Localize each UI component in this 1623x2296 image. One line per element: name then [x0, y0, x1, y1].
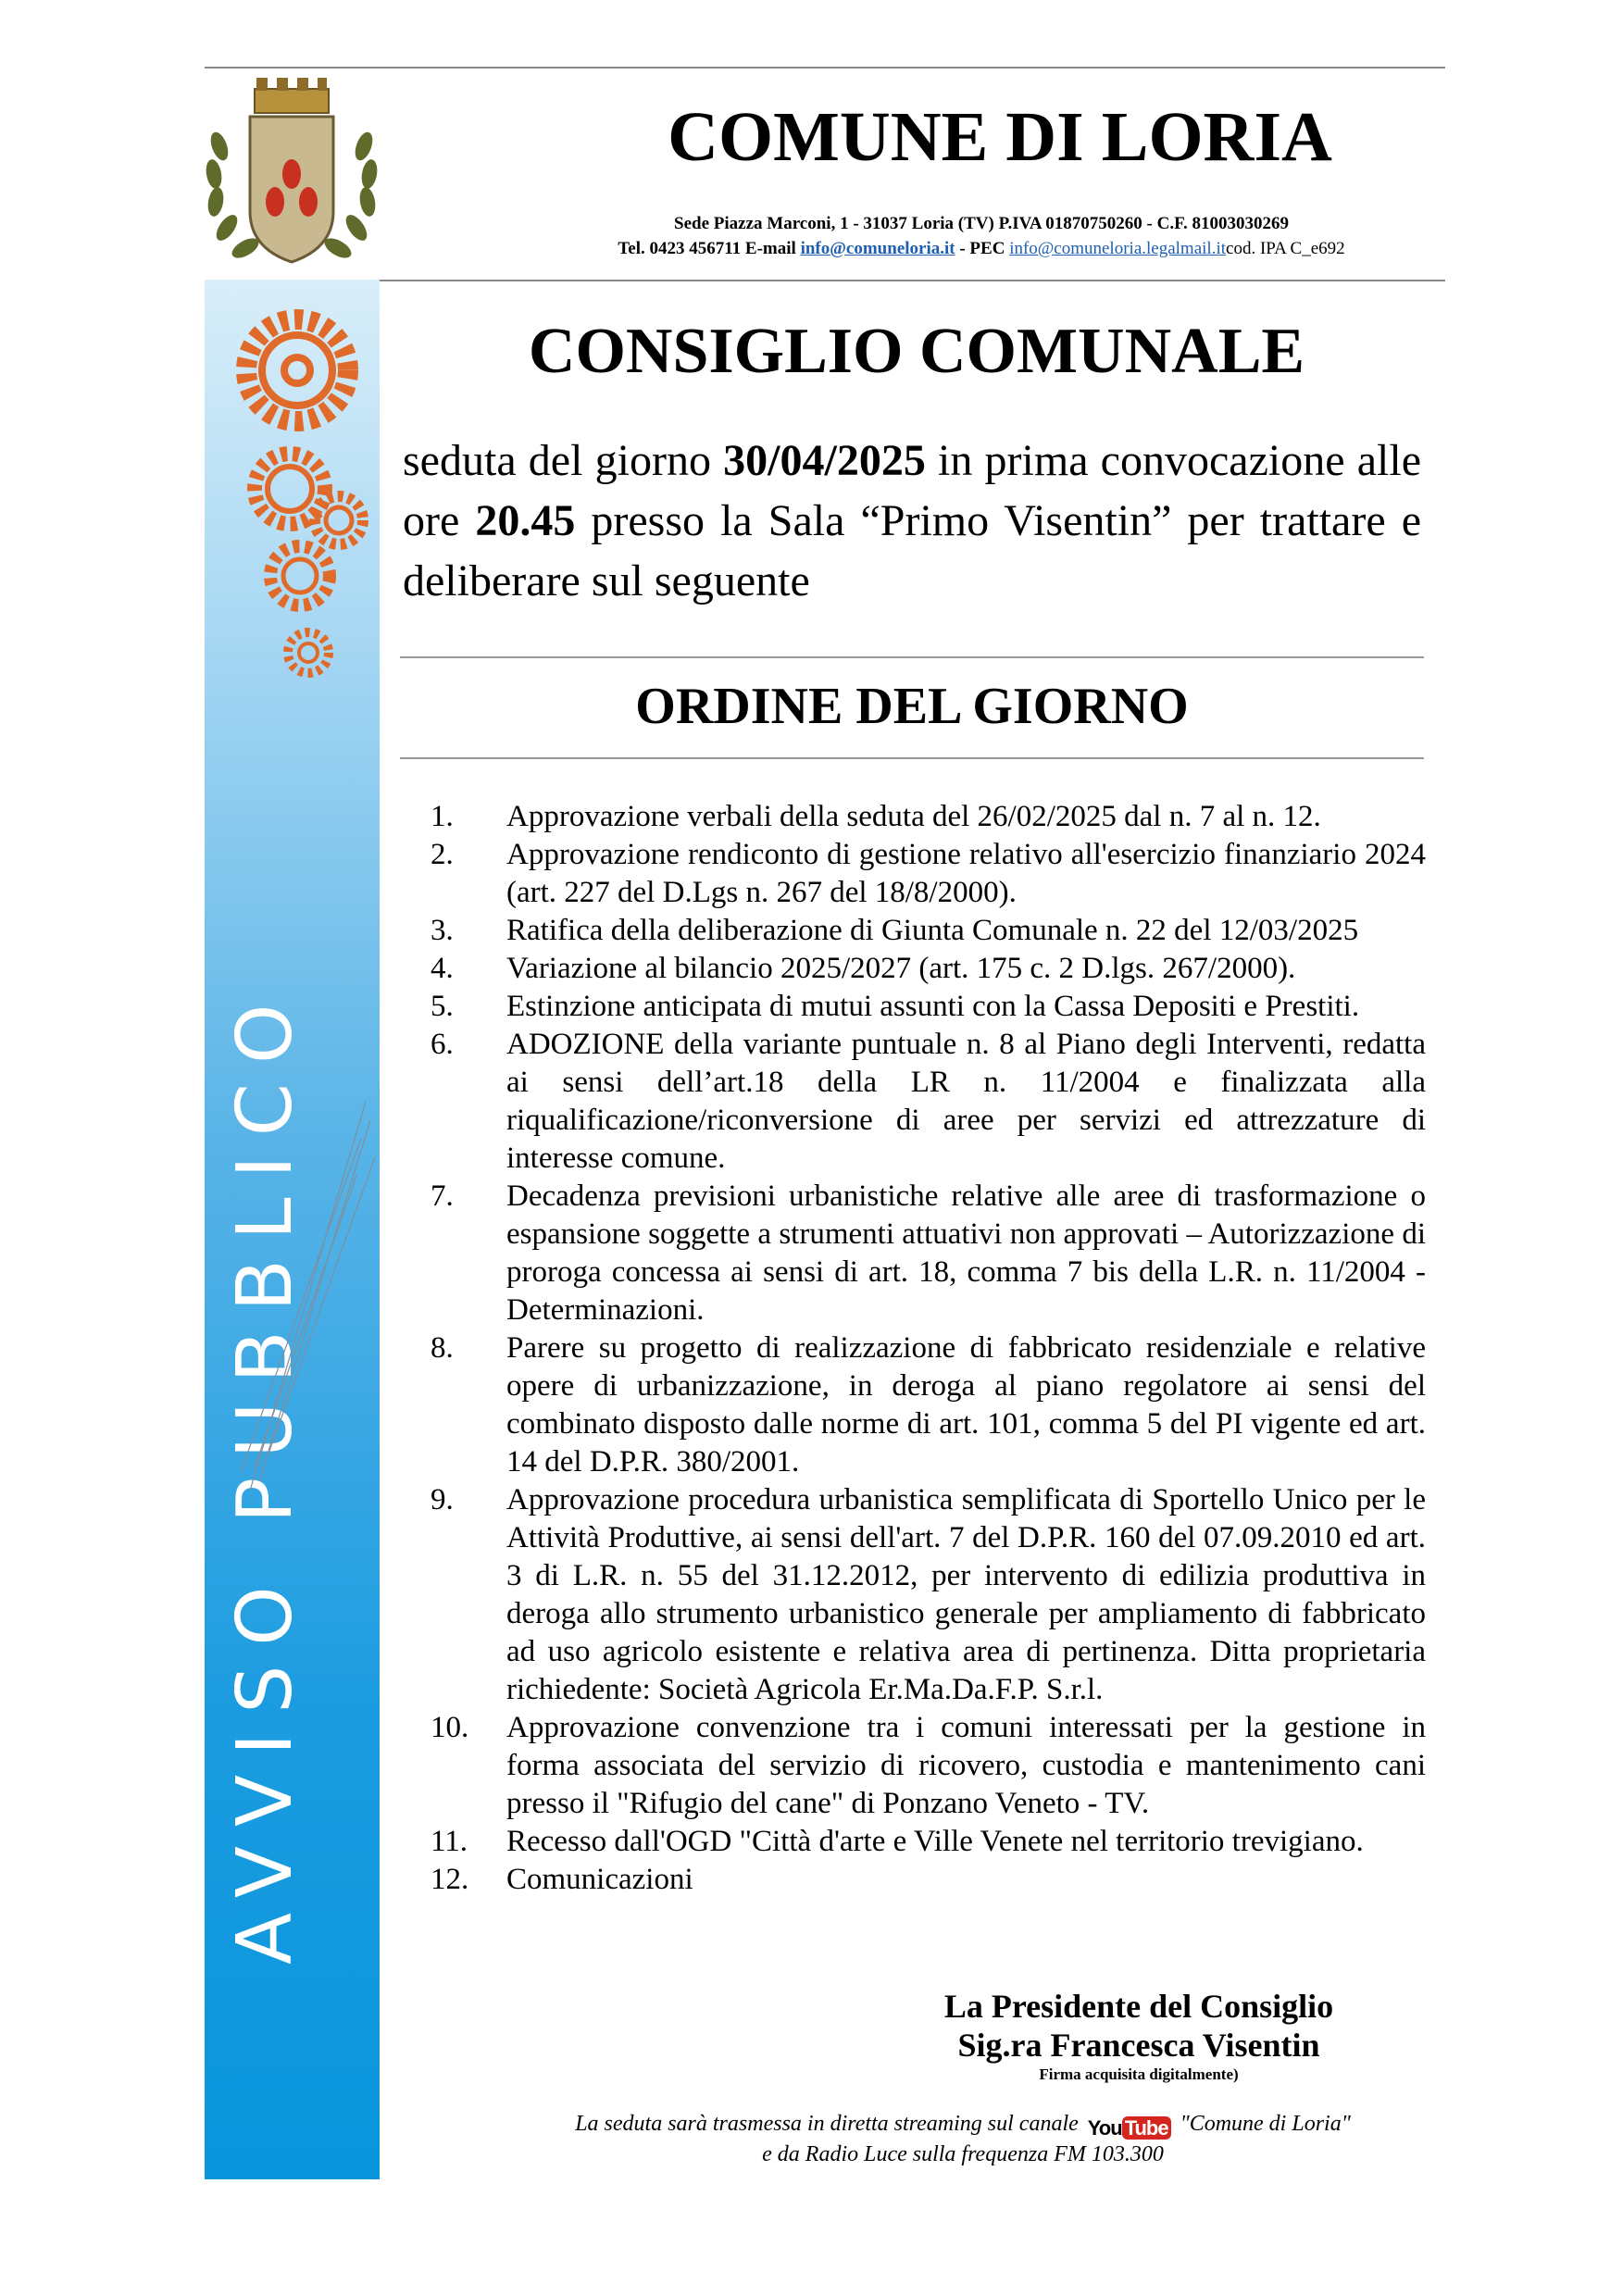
agenda-item-text: Approvazione convenzione tra i comuni interessati per la gestione in forma associata del servizio di ricovero, custodia e mantenimento cani presso il "Rifugio del cane" di Ponzano Veneto - TV. — [506, 1711, 1426, 1820]
agenda-item — [431, 950, 1426, 988]
agenda-item-number: 6. — [431, 1028, 454, 1061]
agenda-item — [431, 1823, 1426, 1861]
agenda-item-text: Recesso dall'OGD "Città d'arte e Ville Venete nel territorio trevigiano. — [506, 1825, 1364, 1858]
agenda-item-text: Approvazione verbali della seduta del 26/02/2025 dal n. 7 al n. 12. — [506, 800, 1321, 833]
agenda-bottom-rule — [400, 757, 1424, 759]
streaming-text: La seduta sarà trasmessa in diretta streaming sul canale — [575, 2112, 1079, 2136]
municipality-contact-info — [546, 211, 1417, 261]
signature-block — [935, 1987, 1342, 2085]
agenda-item — [431, 836, 1426, 912]
agenda-item-number: 3. — [431, 914, 454, 947]
top-rule — [205, 67, 1445, 69]
agenda-title: ORDINE DEL GIORNO — [635, 678, 1189, 735]
agenda-item-text: Parere su progetto di realizzazione di fabbricato residenziale e relative opere di urbanizzazione, in deroga al piano regolatore ai sensi del combinato disposto dalle norme di art. 101, comma 5 del PI vigente ed art. 14 del D.P.R. 380/2001. — [506, 1331, 1426, 1479]
agenda-item — [431, 988, 1426, 1026]
agenda-item — [431, 1709, 1426, 1823]
meeting-time: 20.45 — [475, 496, 576, 545]
agenda-item-number: 12. — [431, 1863, 469, 1896]
intro-text-2: in prima convocazione alle ore — [403, 436, 1422, 545]
address-line: Sede Piazza Marconi, 1 - 31037 Loria (TV) P.IVA 01870750260 - C.F. 81003030269 — [674, 214, 1289, 233]
agenda-item-number: 8. — [431, 1331, 454, 1365]
signature-note: Firma acquisita digitalmente) — [1039, 2065, 1239, 2083]
agenda-item — [431, 1861, 1426, 1899]
intro-text-1: seduta del giorno — [403, 436, 711, 485]
agenda-item-number: 9. — [431, 1483, 454, 1516]
agenda-item — [431, 1026, 1426, 1178]
agenda-item-text: Ratifica della deliberazione di Giunta Comunale n. 22 del 12/03/2025 — [506, 914, 1359, 947]
agenda-item-number: 4. — [431, 952, 454, 985]
header-rule — [205, 280, 1445, 281]
channel-name: "Comune di Loria" — [1180, 2112, 1351, 2136]
contact-line — [546, 236, 1417, 261]
signature-name: Sig.ra Francesca Visentin — [957, 2027, 1320, 2064]
streaming-notice — [518, 2111, 1407, 2167]
agenda-item-text: ADOZIONE della variante puntuale n. 8 al Piano degli Interventi, redatta ai sensi dell’art.18 della LR n. 11/2004 e finalizzata alla riqualificazione/riconversione di aree per servizi ed attrezzature di interesse comune. — [506, 1028, 1426, 1175]
youtube-logo-icon: You Tube — [1088, 2115, 1171, 2141]
agenda-item — [431, 1481, 1426, 1709]
agenda-item-number: 10. — [431, 1711, 469, 1744]
gears-icon — [205, 278, 390, 704]
meeting-intro — [403, 430, 1421, 611]
agenda-item — [431, 912, 1426, 950]
municipal-crest-icon — [199, 72, 384, 278]
agenda-item-text: Approvazione rendiconto di gestione relativo all'esercizio finanziario 2024 (art. 227 del D.Lgs n. 267 del 18/8/2000). — [506, 838, 1426, 909]
decorative-lines-icon — [231, 1102, 380, 1491]
agenda-item-number: 1. — [431, 800, 454, 833]
agenda-item-text: Estinzione anticipata di mutui assunti con la Cassa Depositi e Prestiti. — [506, 990, 1360, 1023]
sidebar-vertical-text: AVVISO PUBBLICO — [221, 984, 309, 1965]
tel-label: Tel. 0423 456711 E-mail — [618, 239, 796, 258]
agenda-item-number: 2. — [431, 838, 454, 871]
agenda-item — [431, 1178, 1426, 1329]
agenda-item-text: Decadenza previsioni urbanistiche relative alle aree di trasformazione o espansione soggette a strumenti attuativi non approvati – Autorizzazione di proroga concessa ai sensi di art. 18, comma 7 bis della L.R. n. 11/2004 - Determinazioni. — [506, 1179, 1426, 1327]
agenda-item-number: 7. — [431, 1179, 454, 1213]
pec-link[interactable]: info@comuneloria.legalmail.it — [1009, 239, 1227, 258]
streaming-line-1 — [518, 2111, 1407, 2141]
meeting-date: 30/04/2025 — [723, 436, 926, 485]
council-title: CONSIGLIO COMUNALE — [528, 316, 1305, 387]
intro-text-3: presso la Sala “Primo Visentin” per trattare e deliberare sul seguente — [403, 496, 1421, 605]
signature-role: La Presidente del Consiglio — [943, 1988, 1334, 2025]
agenda-item — [431, 798, 1426, 836]
ipa-code: cod. IPA C_e692 — [1226, 239, 1345, 258]
agenda-item — [431, 1329, 1426, 1481]
streaming-line-2: e da Radio Luce sulla frequenza FM 103.300 — [762, 2142, 1164, 2166]
agenda-item-text: Approvazione procedura urbanistica semplificata di Sportello Unico per le Attività Produttive, ai sensi dell'art. 7 del D.P.R. 160 del 07.09.2010 ed art. 3 di L.R. n. 55 del 31.12.2012, per intervento di edilizia produttiva in deroga allo strumento urbanistico generale per ampliamento di fabbricato ad uso agricolo esistente e relativa area di pertinenza. Ditta proprietaria richiedente: Società Agricola Er.Ma.Da.F.P. S.r.l. — [506, 1483, 1426, 1706]
agenda-item-number: 11. — [431, 1825, 468, 1858]
agenda-top-rule — [400, 656, 1424, 658]
agenda-item-number: 5. — [431, 990, 454, 1023]
municipality-title: COMUNE DI LORIA — [668, 98, 1332, 176]
agenda-list — [431, 798, 1426, 1899]
pec-label: - PEC — [959, 239, 1005, 258]
agenda-item-text: Variazione al bilancio 2025/2027 (art. 175 c. 2 D.lgs. 267/2000). — [506, 952, 1296, 985]
agenda-item-text: Comunicazioni — [506, 1863, 693, 1896]
email-link[interactable]: info@comuneloria.it — [800, 239, 955, 258]
